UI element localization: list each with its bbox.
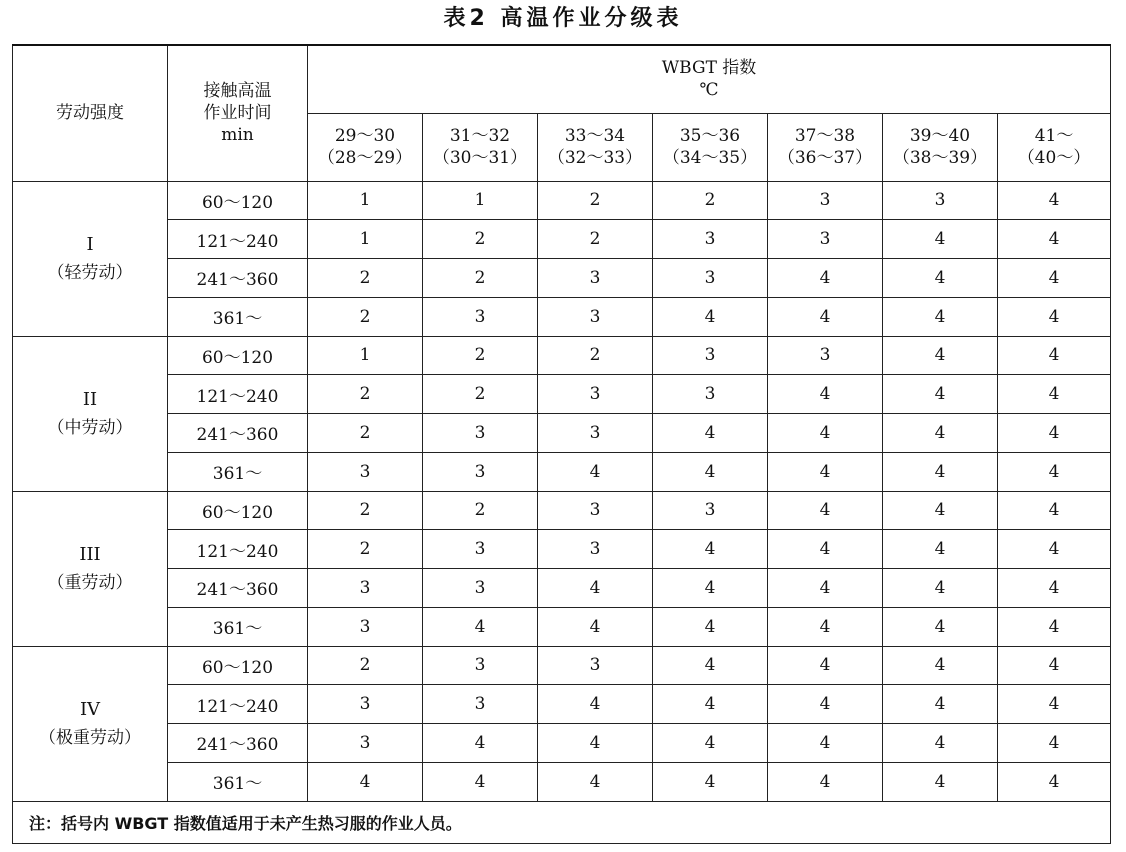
labor-group-roman: IV [79, 698, 101, 720]
table-row [13, 181, 1111, 220]
labor-group-roman: III [79, 543, 101, 565]
grade-cell: 4 [998, 259, 1111, 298]
grade-cell: 1 [308, 336, 423, 375]
grade-cell: 3 [308, 685, 423, 724]
header-wbgt-column [538, 113, 653, 181]
grade-cell: 1 [423, 181, 538, 220]
grade-cell: 4 [653, 762, 768, 801]
table-row [13, 762, 1111, 801]
grade-cell: 3 [538, 491, 653, 530]
labor-group-name: （轻劳动） [47, 262, 133, 283]
grade-cell: 2 [308, 259, 423, 298]
grading-table [12, 44, 1111, 844]
duration-cell: 361～ [168, 452, 308, 491]
duration-cell: 361～ [168, 297, 308, 336]
header-wbgt-column [308, 113, 423, 181]
grade-cell: 4 [998, 452, 1111, 491]
header-labor-intensity: 劳动强度 [13, 45, 168, 181]
grade-cell: 4 [883, 375, 998, 414]
table-row [13, 685, 1111, 724]
grade-cell: 4 [308, 762, 423, 801]
grade-cell: 1 [308, 220, 423, 259]
grade-cell: 4 [768, 491, 883, 530]
header-duration-line-2: 作业时间 [203, 103, 272, 124]
grade-cell: 4 [768, 724, 883, 763]
wbgt-range-unacclimatized: （32～33） [547, 148, 643, 168]
duration-cell: 121～240 [168, 530, 308, 569]
wbgt-range: 29～30 [334, 126, 396, 146]
grade-cell: 2 [308, 375, 423, 414]
grade-cell: 4 [768, 762, 883, 801]
wbgt-range: 35～36 [679, 126, 741, 146]
header-wbgt-column [653, 113, 768, 181]
grade-cell: 2 [308, 414, 423, 453]
wbgt-range: 31～32 [449, 126, 511, 146]
grade-cell: 3 [653, 375, 768, 414]
grade-cell: 4 [883, 607, 998, 646]
grade-cell: 4 [883, 220, 998, 259]
header-wbgt-unit: ℃ [699, 80, 719, 101]
labor-group-label [13, 646, 168, 801]
table-row [13, 569, 1111, 608]
grade-cell: 2 [538, 336, 653, 375]
header-duration-line-1: 接触高温 [203, 81, 272, 102]
table-row [13, 491, 1111, 530]
grade-cell: 2 [423, 375, 538, 414]
table-row [13, 414, 1111, 453]
grade-cell: 2 [538, 181, 653, 220]
grade-cell: 4 [768, 569, 883, 608]
table-row [13, 724, 1111, 763]
duration-cell: 361～ [168, 762, 308, 801]
header-wbgt-title: WBGT 指数 [661, 58, 757, 79]
grade-cell: 2 [653, 181, 768, 220]
table-row [13, 530, 1111, 569]
grade-cell: 4 [883, 297, 998, 336]
table-row [13, 259, 1111, 298]
labor-group-name: （重劳动） [47, 572, 133, 593]
grade-cell: 4 [883, 646, 998, 685]
duration-cell: 241～360 [168, 724, 308, 763]
table-row [13, 452, 1111, 491]
grade-cell: 4 [653, 297, 768, 336]
header-wbgt [308, 45, 1111, 113]
wbgt-range-unacclimatized: （38～39） [892, 148, 988, 168]
grade-cell: 4 [538, 569, 653, 608]
grade-cell: 4 [998, 685, 1111, 724]
table-row [13, 336, 1111, 375]
header-wbgt-column [768, 113, 883, 181]
duration-cell: 241～360 [168, 569, 308, 608]
duration-cell: 241～360 [168, 414, 308, 453]
wbgt-range: 37～38 [794, 126, 856, 146]
labor-group-roman: I [86, 233, 94, 255]
grade-cell: 4 [653, 414, 768, 453]
grade-cell: 2 [308, 530, 423, 569]
grade-cell: 4 [998, 646, 1111, 685]
note-row [13, 801, 1111, 843]
grade-cell: 2 [423, 491, 538, 530]
header-wbgt-column [423, 113, 538, 181]
grade-cell: 4 [998, 491, 1111, 530]
wbgt-range: 41～ [1034, 126, 1074, 146]
grade-cell: 4 [998, 762, 1111, 801]
grade-cell: 4 [883, 724, 998, 763]
grade-cell: 4 [538, 452, 653, 491]
grade-cell: 3 [423, 646, 538, 685]
grade-cell: 2 [308, 491, 423, 530]
grade-cell: 3 [768, 181, 883, 220]
grade-cell: 3 [538, 646, 653, 685]
grade-cell: 4 [998, 297, 1111, 336]
page-title: 表2 高温作业分级表 [443, 6, 683, 31]
grade-cell: 4 [768, 375, 883, 414]
grade-cell: 4 [653, 646, 768, 685]
grade-cell: 4 [998, 414, 1111, 453]
grade-cell: 4 [768, 452, 883, 491]
grade-cell: 4 [538, 607, 653, 646]
grade-cell: 3 [653, 220, 768, 259]
grade-cell: 4 [998, 724, 1111, 763]
wbgt-range-unacclimatized: （28～29） [317, 148, 413, 168]
grade-cell: 3 [423, 685, 538, 724]
table-row [13, 297, 1111, 336]
duration-cell: 60～120 [168, 181, 308, 220]
grade-cell: 4 [653, 569, 768, 608]
grade-cell: 4 [768, 685, 883, 724]
grade-cell: 3 [768, 336, 883, 375]
header-wbgt-column [998, 113, 1111, 181]
grade-cell: 3 [308, 569, 423, 608]
grade-cell: 4 [883, 685, 998, 724]
grade-cell: 4 [998, 220, 1111, 259]
duration-cell: 60～120 [168, 491, 308, 530]
grade-cell: 4 [883, 452, 998, 491]
grade-cell: 4 [423, 762, 538, 801]
grade-cell: 4 [998, 375, 1111, 414]
grade-cell: 4 [538, 685, 653, 724]
duration-cell: 121～240 [168, 685, 308, 724]
grade-cell: 3 [538, 375, 653, 414]
wbgt-range: 33～34 [564, 126, 626, 146]
grade-cell: 3 [538, 259, 653, 298]
labor-group-label [13, 491, 168, 646]
grade-cell: 4 [653, 530, 768, 569]
duration-cell: 121～240 [168, 220, 308, 259]
grade-cell: 4 [768, 646, 883, 685]
labor-group-name: （中劳动） [47, 417, 133, 438]
wbgt-range-unacclimatized: （40～） [1017, 148, 1091, 168]
grade-cell: 4 [998, 569, 1111, 608]
grade-cell: 4 [883, 762, 998, 801]
table-note: 注：括号内 WBGT 指数值适用于未产生热习服的作业人员。 [13, 801, 1111, 843]
grade-cell: 3 [538, 414, 653, 453]
grade-cell: 1 [308, 181, 423, 220]
grade-cell: 4 [653, 724, 768, 763]
duration-cell: 361～ [168, 607, 308, 646]
duration-cell: 121～240 [168, 375, 308, 414]
grade-cell: 2 [538, 220, 653, 259]
grade-cell: 4 [768, 414, 883, 453]
grade-cell: 3 [308, 607, 423, 646]
grade-cell: 4 [768, 530, 883, 569]
grade-cell: 2 [308, 646, 423, 685]
grade-cell: 2 [308, 297, 423, 336]
grade-cell: 4 [883, 414, 998, 453]
grade-cell: 4 [423, 607, 538, 646]
grade-cell: 4 [883, 336, 998, 375]
grade-cell: 4 [883, 569, 998, 608]
grade-cell: 4 [423, 724, 538, 763]
grade-cell: 3 [653, 336, 768, 375]
wbgt-range-unacclimatized: （30～31） [432, 148, 528, 168]
grade-cell: 3 [883, 181, 998, 220]
grade-cell: 4 [883, 530, 998, 569]
grade-cell: 3 [423, 530, 538, 569]
grade-cell: 4 [883, 491, 998, 530]
grade-cell: 3 [308, 724, 423, 763]
grade-cell: 4 [538, 724, 653, 763]
header-wbgt-column [883, 113, 998, 181]
table-row [13, 220, 1111, 259]
grade-cell: 3 [768, 220, 883, 259]
labor-group-label [13, 181, 168, 336]
grade-cell: 4 [998, 607, 1111, 646]
wbgt-range-unacclimatized: （34～35） [662, 148, 758, 168]
table-row [13, 375, 1111, 414]
duration-cell: 60～120 [168, 336, 308, 375]
table-row [13, 646, 1111, 685]
table-row [13, 607, 1111, 646]
grade-cell: 4 [998, 181, 1111, 220]
duration-cell: 60～120 [168, 646, 308, 685]
grade-cell: 3 [538, 297, 653, 336]
grade-cell: 3 [423, 452, 538, 491]
grade-cell: 3 [538, 530, 653, 569]
grade-cell: 3 [308, 452, 423, 491]
header-duration [168, 45, 308, 181]
grade-cell: 3 [423, 414, 538, 453]
labor-group-label [13, 336, 168, 491]
duration-cell: 241～360 [168, 259, 308, 298]
grade-cell: 3 [653, 491, 768, 530]
grade-cell: 3 [423, 297, 538, 336]
grade-cell: 4 [998, 336, 1111, 375]
grade-cell: 4 [768, 607, 883, 646]
grade-cell: 3 [423, 569, 538, 608]
grade-cell: 4 [653, 607, 768, 646]
labor-group-name: （极重劳动） [39, 727, 141, 748]
wbgt-range-unacclimatized: （36～37） [777, 148, 873, 168]
grade-cell: 4 [653, 452, 768, 491]
header-duration-unit: min [221, 125, 254, 146]
grade-cell: 4 [768, 259, 883, 298]
labor-group-roman: II [82, 388, 98, 410]
grade-cell: 4 [768, 297, 883, 336]
grade-cell: 4 [998, 530, 1111, 569]
grade-cell: 2 [423, 259, 538, 298]
grade-cell: 4 [883, 259, 998, 298]
wbgt-range: 39～40 [909, 126, 971, 146]
grade-cell: 2 [423, 336, 538, 375]
grade-cell: 4 [538, 762, 653, 801]
grade-cell: 2 [423, 220, 538, 259]
grade-cell: 4 [653, 685, 768, 724]
grade-cell: 3 [653, 259, 768, 298]
